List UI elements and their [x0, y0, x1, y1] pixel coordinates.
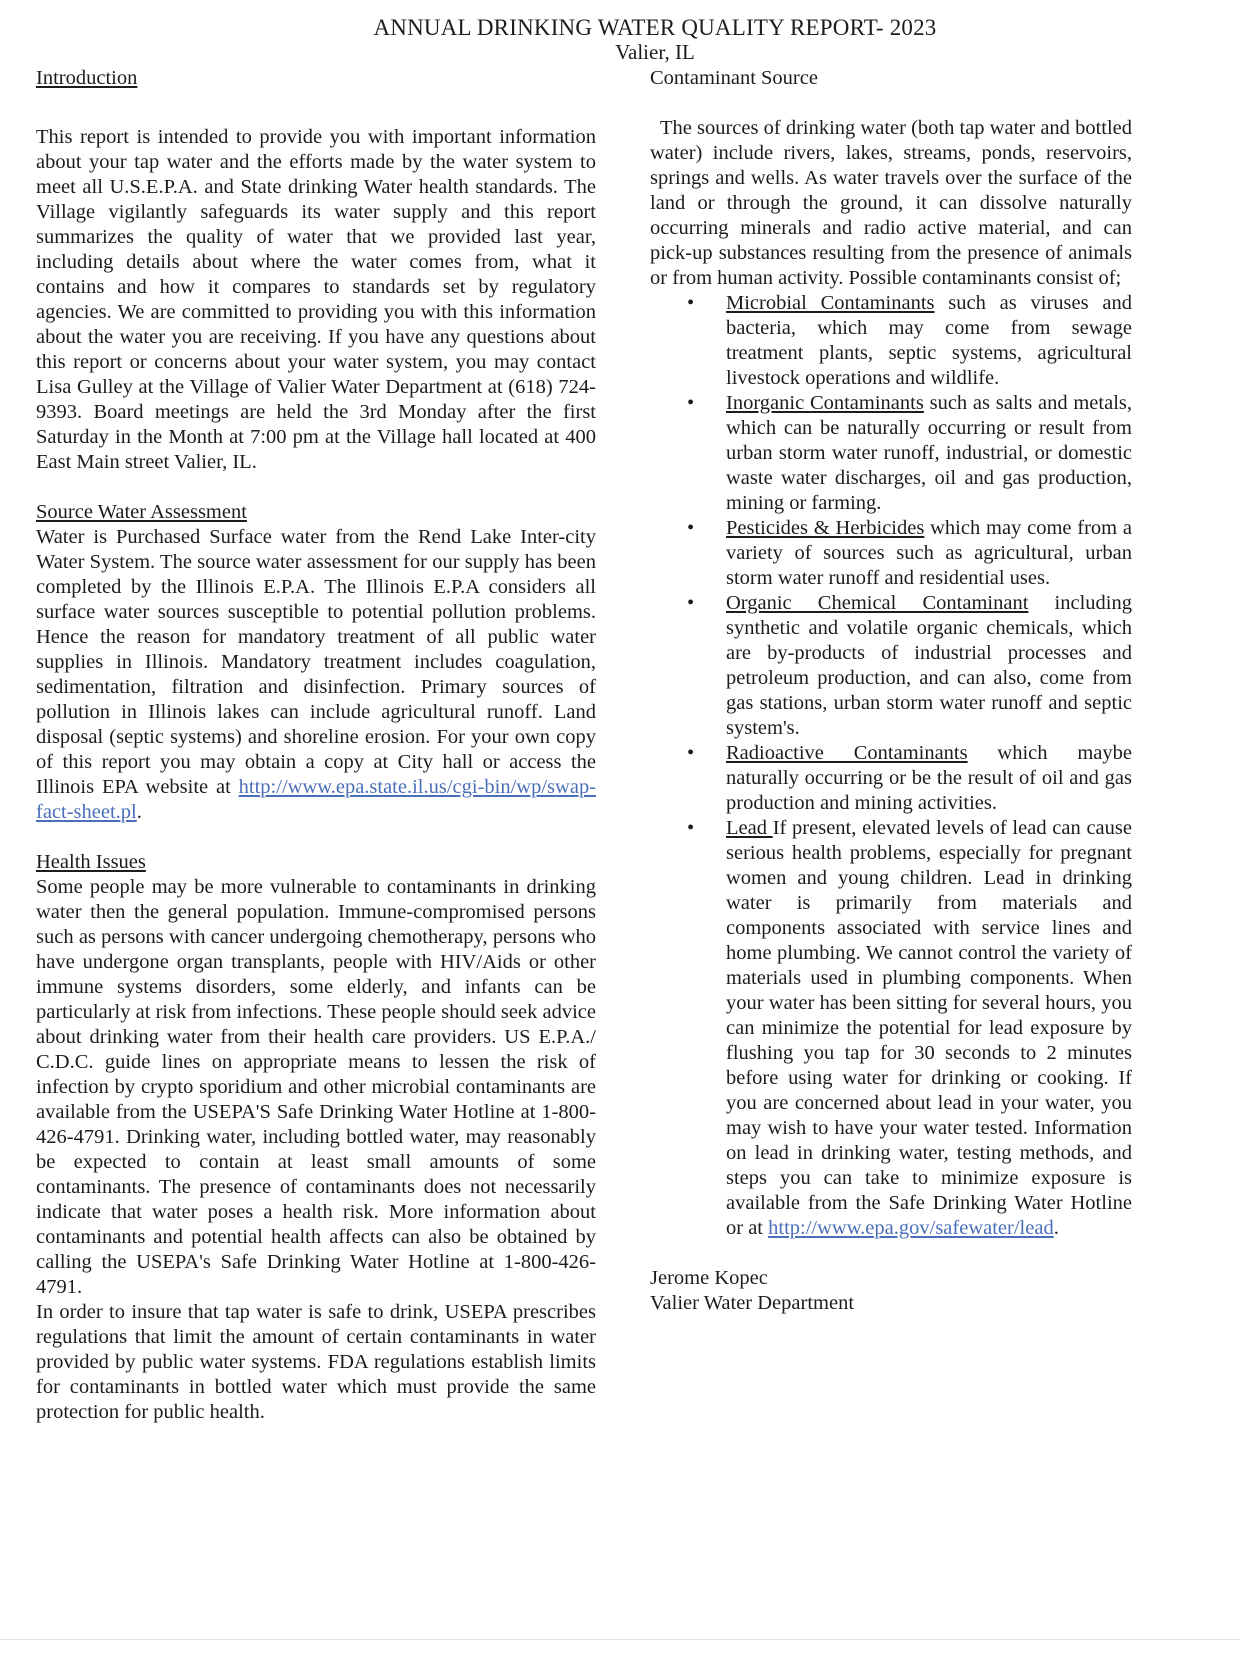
intro-heading: Introduction — [36, 67, 138, 89]
list-item — [650, 391, 1132, 516]
report-header — [0, 14, 1240, 63]
bullet-icon: • — [687, 392, 695, 414]
source-water-heading: Source Water Assessment — [36, 501, 247, 523]
epa-lead-link[interactable]: http://www.epa.gov/safewater/lead — [768, 1217, 1054, 1239]
bullet-icon: • — [687, 292, 695, 314]
list-item — [650, 516, 1132, 591]
contaminant-description: such as salts and metals, which can be naturally occurring or result from urban storm water runoff, industrial, or domestic waste water discharges, oil and gas production, mining or farming. — [726, 392, 1132, 514]
contaminant-list — [650, 291, 1132, 1241]
source-water-body: Water is Purchased Surface water from the Rend Lake Inter-city Water System. The source water assessment for our supply has been completed by the Illinois E.P.A. The Illinois E.P.A considers all surface water sources susceptible to potential pollution problems. Hence the reason for mandatory treatment of all public water supplies in Illinois. Mandatory treatment includes coagulation, sedimentation, filtration and disinfection. Primary sources of pollution in Illinois lakes can include agricultural runoff. Land disposal (septic systems) and shoreline erosion. For your own copy of this report you may obtain a copy at City hall or access the Illinois EPA website at — [36, 526, 596, 798]
contaminant-source-heading: Contaminant Source — [650, 67, 818, 89]
health-issues-heading: Health Issues — [36, 851, 146, 873]
regulations-text: In order to insure that tap water is safe to drink, USEPA prescribes regulations that limit the amount of certain contaminants in water provided by public water systems. FDA regulations establish limits for contaminants in bottled water which must provide the same protection for public health. — [36, 1301, 596, 1423]
page-bottom-divider — [0, 1639, 1240, 1640]
report-location: Valier, IL — [615, 40, 695, 64]
contaminant-term: Microbial Contaminants — [726, 292, 935, 314]
source-water-text — [36, 525, 596, 825]
signature-block — [650, 1266, 1132, 1316]
contaminant-term: Inorganic Contaminants — [726, 392, 924, 414]
intro-text: This report is intended to provide you with important information about your tap water and the efforts made by the water system to meet all U.S.E.P.A. and State drinking Water health standards. The Village vigilantly safeguards its water supply and this report summarizes the quality of water that we provided last year, including details about where the water comes from, what it contains and how it compares to standards set by regulatory agencies. We are committed to providing you with this information about the water you are receiving. If you have any questions about this report or concerns about your water system, you may contact Lisa Gulley at the Village of Valier Water Department at (618) 724-9393. Board meetings are held the 3rd Monday after the first Saturday in the Month at 7:00 pm at the Village hall located at 400 East Main street Valier, IL. — [36, 126, 596, 473]
list-item — [650, 741, 1132, 816]
bullet-icon: • — [687, 517, 695, 539]
contaminant-description: which maybe naturally occurring or be the result of oil and gas production and mining activities. — [726, 742, 1132, 814]
bullet-icon: • — [687, 742, 695, 764]
contaminant-term: Radioactive Contaminants — [726, 742, 968, 764]
health-issues-text: Some people may be more vulnerable to contaminants in drinking water then the general population. Immune-compromised persons such as persons with cancer undergoing chemotherapy, persons who have undergone organ transplants, people with HIV/Aids or other immune systems disorders, some elderly, and infants can be particularly at risk from infections. These people should seek advice about drinking water from their health care providers. US E.P.A./ C.D.C. guide lines on appropriate means to lessen the risk of infection by crypto sporidium and other microbial contaminants are available from the USEPA'S Safe Drinking Water Hotline at 1-800-426-4791. Drinking water, including bottled water, may reasonably be expected to contain at least small amounts of some contaminants. The presence of contaminants does not necessarily indicate that water poses a health risk. More information about contaminants and potential health affects can also be obtained by calling the USEPA's Safe Drinking Water Hotline at 1-800-426-4791. — [36, 876, 596, 1298]
list-item — [650, 816, 1132, 1241]
contaminant-term: Pesticides & Herbicides — [726, 517, 925, 539]
list-item — [650, 591, 1132, 741]
contaminant-description: If present, elevated levels of lead can cause serious health problems, especially for pregnant women and young children. Lead in drinking water is primarily from materials and components associated with service lines and home plumbing. We cannot control the variety of materials used in plumbing components. When your water has been sitting for several hours, you can minimize the potential for lead exposure by flushing you tap for 30 seconds to 2 minutes before using water for drinking or cooking. If you are concerned about lead in your water, you may wish to have your water tested. Information on lead in drinking water, testing methods, and steps you can take to minimize exposure is available from the Safe Drinking Water Hotline or at — [726, 817, 1132, 1239]
contaminant-intro-text: The sources of drinking water (both tap water and bottled water) include rivers, lakes, streams, ponds, reservoirs, springs and wells. As water travels over the surface of the land or through the ground, it can dissolve naturally occurring minerals and radio active material, and can pick-up substances resulting from the presence of animals or from human activity. Possible contaminants consist of; — [650, 117, 1132, 289]
signature-org: Valier Water Department — [650, 1292, 855, 1314]
bullet-icon: • — [687, 592, 695, 614]
contaminant-description: such as viruses and bacteria, which may come from sewage treatment plants, septic systems, agricultural livestock operations and wildlife. — [726, 292, 1132, 389]
right-column — [650, 66, 1132, 1316]
lead-link-period: . — [1053, 1217, 1059, 1239]
contaminant-term: Organic Chemical Contaminant — [726, 592, 1029, 614]
source-link-period: . — [136, 801, 142, 823]
contaminant-term: Lead — [726, 817, 773, 839]
contaminant-description: including synthetic and volatile organic chemicals, which are by-products of industrial processes and petroleum production, and can also, come from gas stations, urban storm water runoff and septic system's. — [726, 592, 1132, 739]
signature-name: Jerome Kopec — [650, 1267, 768, 1289]
report-title: ANNUAL DRINKING WATER QUALITY REPORT- 2023 — [373, 15, 937, 40]
list-item — [650, 291, 1132, 391]
contaminant-description: which may come from a variety of sources such as agricultural, urban storm water runoff and residential uses. — [726, 517, 1133, 589]
bullet-icon: • — [687, 817, 695, 839]
left-column — [36, 66, 596, 1425]
epa-swap-link[interactable]: http://www.epa.state.il.us/cgi-bin/wp/swap-fact-sheet.pl — [36, 776, 597, 823]
